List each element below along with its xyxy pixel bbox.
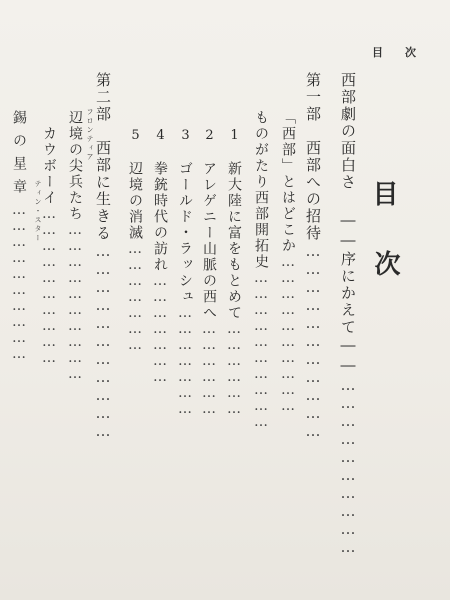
toc-entry-part1-item5: 5 辺境の消滅………………… <box>127 128 143 353</box>
toc-ruby-tin-star: ティン・スター <box>34 180 42 243</box>
toc-entry-part2-section1: 辺境の尖兵たち………………………… <box>67 110 83 382</box>
toc-entry-part1: 第一部 西部への招待…………………………… <box>304 72 322 440</box>
toc-entry-part2-section3: 錫の星章………………………… <box>11 110 27 362</box>
toc-entry-part1-item2: 2 アレゲニー山脈の西へ……………… <box>201 128 217 417</box>
running-header-right: 次 <box>405 46 416 59</box>
toc-entry-part1-item3: 3 ゴールド・ラッシュ………………… <box>177 128 193 417</box>
contents-title-first: 目 <box>368 180 398 206</box>
toc-entry-part1-section2: ものがたり西部開拓史………………………… <box>253 110 269 430</box>
toc-entry-intro: 西部劇の面白さ ――序にかえて――………………………… <box>339 72 357 556</box>
toc-ruby-frontier: フロンティア <box>86 108 94 162</box>
toc-entry-part1-item1: 1 新大陸に富をもとめて……………… <box>226 128 242 417</box>
toc-entry-part1-item4: 4 拳銃時代の訪れ………………… <box>152 128 168 385</box>
running-header-left: 目 <box>372 46 383 59</box>
toc-entry-part2: 第二部 西部に生きる…………………………… <box>94 72 112 440</box>
toc-entry-part1-section1: 「西部」とはどこか………………………… <box>280 110 296 414</box>
contents-title-second: 次 <box>370 250 400 276</box>
toc-entry-part2-section2: カウボーイ………………………… <box>41 126 57 366</box>
